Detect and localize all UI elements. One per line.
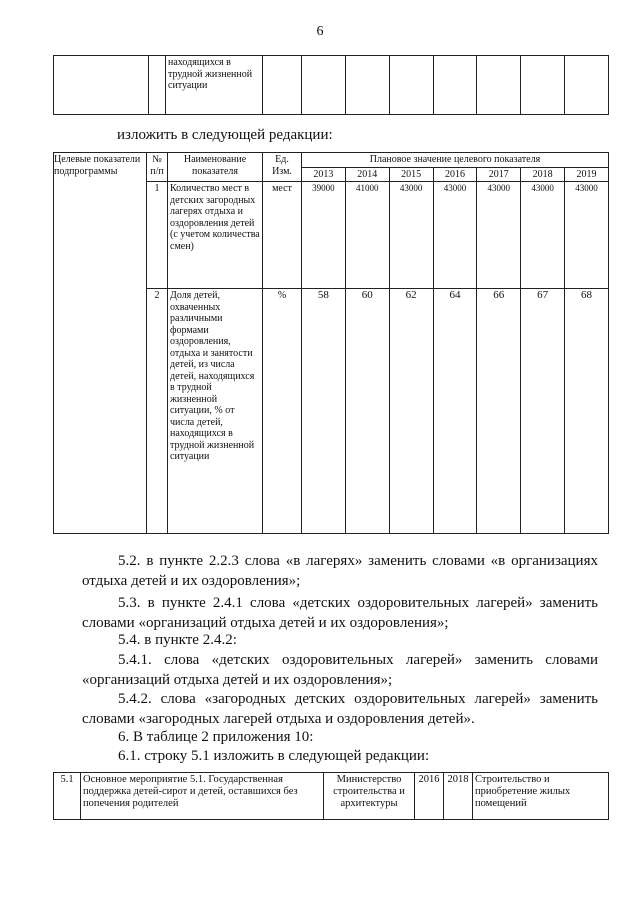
header-number: № п/п (147, 153, 168, 182)
row-value: 62 (389, 289, 433, 534)
paragraph-5-4: 5.4. в пункте 2.4.2: (118, 632, 237, 648)
table-header-row (54, 153, 609, 168)
measures-table (53, 772, 609, 820)
table-cell (54, 56, 149, 115)
row-unit: мест (263, 182, 302, 289)
row-value: 43000 (521, 182, 565, 289)
paragraph-5-3: 5.3. в пункте 2.4.1 слова «детских оздоровительных лагерей» заменить словами «организаций отдыха детей и их оздоровления»; (82, 595, 598, 631)
table-cell: находящихся в трудной жизненной ситуации (166, 56, 263, 115)
table-row (54, 56, 609, 115)
header-year: 2013 (302, 167, 346, 182)
header-year: 2015 (389, 167, 433, 182)
page-number: 6 (316, 24, 324, 39)
measure-description: Основное мероприятие 5.1. Государственная поддержка детей-сирот и детей, оставшихся без попечения родителей (81, 773, 324, 820)
table-row (54, 773, 609, 820)
header-year: 2014 (345, 167, 389, 182)
table-cell (345, 56, 389, 115)
row-value: 58 (302, 289, 346, 534)
row-value: 39000 (302, 182, 346, 289)
table-row (54, 182, 609, 289)
paragraph-5-2: 5.2. в пункте 2.2.3 слова «в лагерях» заменить словами «в организациях отдыха детей и их оздоровления»; (82, 553, 598, 589)
row-unit: % (263, 289, 302, 534)
intro-text: изложить в следующей редакции: (117, 127, 333, 143)
header-target-indicators: Целевые показатели подпрограммы (54, 153, 147, 182)
table-cell (433, 56, 477, 115)
row-value: 66 (477, 289, 521, 534)
table-cell (565, 56, 609, 115)
row-indicator-name: Доля детей, охваченных различными формами оздоровления, отдыха и занятости детей, из числа детей, находящихся в трудной жизненной ситуации, % от числа детей, находящихся в трудной жизненной ситуации (168, 289, 263, 534)
table-cell (389, 56, 433, 115)
row-value: 43000 (433, 182, 477, 289)
measure-end-year: 2018 (444, 773, 473, 820)
measure-start-year: 2016 (415, 773, 444, 820)
measure-number: 5.1 (54, 773, 81, 820)
row-value: 60 (345, 289, 389, 534)
row-value: 43000 (565, 182, 609, 289)
header-planned-value: Плановое значение целевого показателя (302, 153, 609, 168)
header-year: 2016 (433, 167, 477, 182)
paragraph-5-4-1: 5.4.1. слова «детских оздоровительных лагерей» заменить словами «организаций отдыха детей и их оздоровления»; (82, 652, 598, 688)
row-indicator-name: Количество мест в детских загородных лагерях отдыха и оздоровления детей (с учетом количества смен) (168, 182, 263, 289)
top-table-fragment (53, 55, 609, 115)
header-year: 2018 (521, 167, 565, 182)
table-cell (477, 56, 521, 115)
row-number: 2 (147, 289, 168, 534)
header-year: 2019 (565, 167, 609, 182)
header-year: 2017 (477, 167, 521, 182)
paragraph-6: 6. В таблице 2 приложения 10: (118, 729, 314, 745)
row-value: 43000 (477, 182, 521, 289)
measure-executor: Министерство строительства и архитектуры (324, 773, 415, 820)
paragraph-6-1: 6.1. строку 5.1 изложить в следующей редакции: (118, 748, 430, 764)
target-group-cell (54, 182, 147, 534)
row-value: 67 (521, 289, 565, 534)
row-value: 64 (433, 289, 477, 534)
table-cell (521, 56, 565, 115)
targets-table (53, 152, 609, 534)
header-indicator-name: Наименование показателя (168, 153, 263, 182)
table-cell (263, 56, 302, 115)
row-number: 1 (147, 182, 168, 289)
row-value: 43000 (389, 182, 433, 289)
row-value: 68 (565, 289, 609, 534)
table-cell (302, 56, 346, 115)
measure-result: Строительство и приобретение жилых помещений (473, 773, 609, 820)
row-value: 41000 (345, 182, 389, 289)
paragraph-5-4-2: 5.4.2. слова «загородных детских оздоровительных лагерей» заменить словами «загородных лагерей отдыха и оздоровления детей». (82, 691, 598, 727)
table-cell (149, 56, 166, 115)
header-unit: Ед. Изм. (263, 153, 302, 182)
